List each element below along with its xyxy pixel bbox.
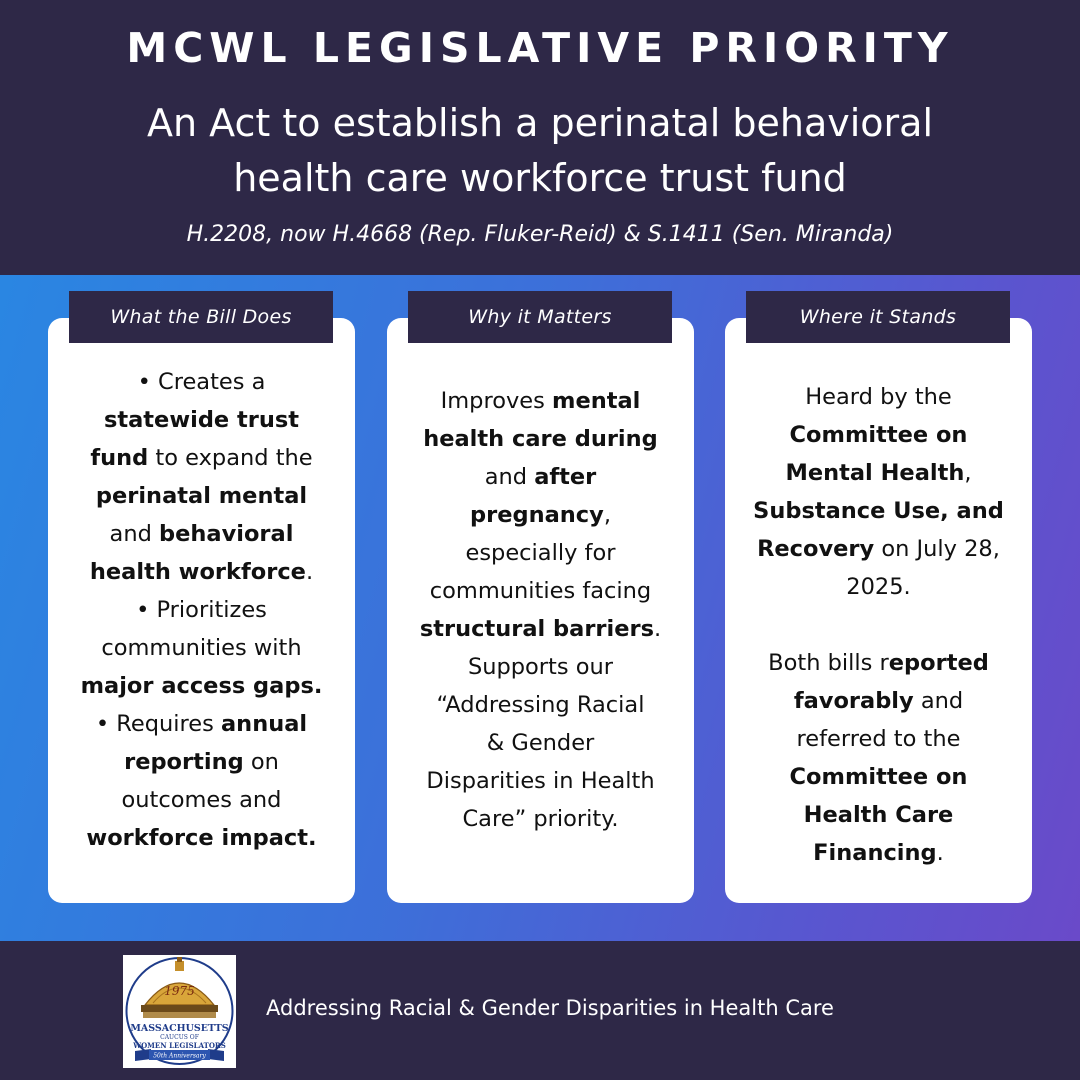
bold-text: Committee on <box>789 422 968 448</box>
card-line <box>62 591 341 629</box>
card-line <box>62 819 341 857</box>
card-line <box>62 667 341 705</box>
cards-panel <box>0 275 1080 941</box>
bold-text: Recovery <box>757 536 875 562</box>
footer-tagline: Addressing Racial & Gender Disparities in Health Care <box>266 996 834 1020</box>
card-line <box>739 834 1018 872</box>
card-line <box>401 686 680 724</box>
bold-text: statewide trust <box>103 407 300 433</box>
card-line <box>739 606 1018 644</box>
mcwl-logo <box>123 955 236 1068</box>
text: Improves <box>440 388 552 414</box>
card-line <box>401 382 680 420</box>
card-line <box>401 762 680 800</box>
text: 2025. <box>846 574 911 600</box>
card-line <box>62 363 341 401</box>
text: Care” priority. <box>462 806 619 832</box>
text: . <box>653 616 662 642</box>
bold-text: Mental Health <box>785 460 965 486</box>
card-where-it-stands <box>725 306 1032 903</box>
text: & Gender <box>486 730 595 756</box>
card-what-the-bill-does <box>48 306 355 903</box>
card-line <box>62 629 341 667</box>
card-line <box>739 796 1018 834</box>
bill-title <box>60 96 1020 206</box>
text: Disparities in Health <box>426 768 655 794</box>
kicker-heading: MCWL LEGISLATIVE PRIORITY <box>126 24 954 72</box>
text: and <box>484 464 535 490</box>
card-line <box>62 515 341 553</box>
card-line <box>62 477 341 515</box>
card-line <box>62 401 341 439</box>
card-line <box>401 610 680 648</box>
card-line <box>739 416 1018 454</box>
text: especially for <box>465 540 616 566</box>
logo-year: 1975 <box>164 984 195 998</box>
text: Heard by the <box>805 384 952 410</box>
header <box>0 0 1080 275</box>
text: . <box>305 559 314 585</box>
card-line <box>62 553 341 591</box>
text: • Requires <box>95 711 221 737</box>
text: on <box>243 749 279 775</box>
text: • Creates a <box>137 369 266 395</box>
caucus-seal-icon <box>123 955 236 1068</box>
text: on July 28, <box>874 536 1000 562</box>
bold-text: Financing <box>813 840 937 866</box>
card-tag: Why it Matters <box>408 291 672 343</box>
logo-line-2: CAUCUS OF <box>160 1034 199 1041</box>
bold-text: health workforce <box>89 559 306 585</box>
card-line <box>401 724 680 762</box>
card-line <box>739 720 1018 758</box>
text: , <box>603 502 611 528</box>
card-line <box>62 439 341 477</box>
text: . <box>936 840 944 866</box>
bold-text: Substance Use, and <box>753 498 1004 524</box>
logo-line-1: MASSACHUSETTS <box>130 1023 229 1034</box>
card-line <box>401 648 680 686</box>
bold-text: mental <box>552 388 641 414</box>
bill-title-line-1: An Act to establish a perinatal behavioral <box>146 101 933 145</box>
text: outcomes and <box>121 787 282 813</box>
card-line <box>739 492 1018 530</box>
logo-line-3: WOMEN LEGISLATORS <box>133 1041 226 1050</box>
text: and <box>109 521 160 547</box>
card-body <box>739 378 1018 872</box>
bold-text: Committee on <box>789 764 968 790</box>
bold-text: major access gaps. <box>80 673 323 699</box>
card-line <box>62 743 341 781</box>
text: Supports our <box>467 654 614 680</box>
card-tag: Where it Stands <box>746 291 1010 343</box>
card-body <box>62 363 341 857</box>
card-line <box>62 781 341 819</box>
card-body <box>401 382 680 838</box>
bold-text: behavioral <box>159 521 294 547</box>
card-why-it-matters <box>387 306 694 903</box>
card-line <box>739 682 1018 720</box>
bold-text: perinatal mental <box>95 483 308 509</box>
bold-text: workforce impact. <box>86 825 317 851</box>
bold-text: annual <box>221 711 308 737</box>
bold-text: Health Care <box>803 802 954 828</box>
card-line <box>401 800 680 838</box>
card-line <box>401 534 680 572</box>
bold-text: eported <box>888 650 989 676</box>
card-line <box>739 568 1018 606</box>
bill-numbers: H.2208, now H.4668 (Rep. Fluker-Reid) & S.1411 (Sen. Miranda) <box>186 222 894 247</box>
bold-text: health care during <box>423 426 658 452</box>
text: referred to the <box>796 726 961 752</box>
footer <box>0 941 1080 1080</box>
card-line <box>401 420 680 458</box>
card-line <box>401 458 680 496</box>
text: • Prioritizes <box>136 597 267 623</box>
text: , <box>964 460 972 486</box>
bold-text: favorably <box>793 688 914 714</box>
text: “Addressing Racial <box>436 692 645 718</box>
bold-text: structural barriers <box>419 616 654 642</box>
text: to expand the <box>148 445 313 471</box>
bill-title-line-2: health care workforce trust fund <box>233 156 847 200</box>
card-line <box>739 530 1018 568</box>
card-line <box>739 644 1018 682</box>
card-line <box>401 496 680 534</box>
card-line <box>401 572 680 610</box>
text: Both bills r <box>768 650 889 676</box>
bold-text: pregnancy <box>470 502 604 528</box>
bold-text: after <box>534 464 597 490</box>
card-line <box>739 378 1018 416</box>
card-line <box>739 454 1018 492</box>
text: and <box>913 688 964 714</box>
bold-text: reporting <box>124 749 244 775</box>
card-line <box>62 705 341 743</box>
card-tag: What the Bill Does <box>69 291 333 343</box>
logo-ribbon: 50th Anniversary <box>153 1052 206 1060</box>
card-line <box>739 758 1018 796</box>
text: communities facing <box>429 578 652 604</box>
bold-text: fund <box>90 445 149 471</box>
text: communities with <box>101 635 302 661</box>
